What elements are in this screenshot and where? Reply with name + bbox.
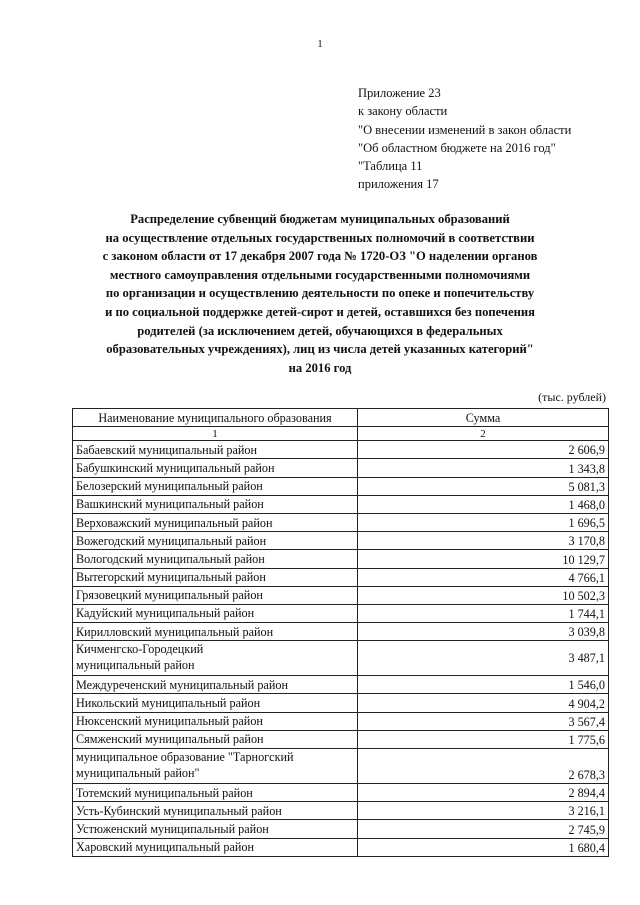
subsidy-amount: 1 680,4 — [358, 838, 609, 856]
subsidy-amount: 4 904,2 — [358, 694, 609, 712]
table-header-row — [73, 409, 609, 427]
subsidy-amount: 3 039,8 — [358, 623, 609, 641]
table-row — [73, 802, 609, 820]
table-row — [73, 532, 609, 550]
municipality-name — [73, 802, 358, 820]
municipality-name-line: Вашкинский муниципальный район — [76, 497, 264, 512]
municipality-name-line: Кичменгско-Городецкий — [76, 642, 204, 657]
subsidy-amount: 1 696,5 — [358, 513, 609, 531]
table-row — [73, 495, 609, 513]
table-row — [73, 604, 609, 622]
title-line: родителей (за исключением детей, обучающихся в федеральных — [137, 323, 503, 338]
municipality-name-line: Бабаевский муниципальный район — [76, 442, 258, 457]
municipality-name-line: муниципальный район — [76, 658, 195, 673]
table-row — [73, 641, 609, 676]
subsidy-amount: 3 567,4 — [358, 712, 609, 730]
table-row — [73, 676, 609, 694]
subsidy-amount: 2 606,9 — [358, 441, 609, 459]
municipality-name — [73, 586, 358, 604]
title-line: на 2016 год — [288, 360, 352, 375]
municipality-name-line: Белозерский муниципальный район — [76, 479, 263, 494]
municipality-name — [73, 477, 358, 495]
municipality-name — [73, 495, 358, 513]
municipality-name — [73, 532, 358, 550]
municipality-name — [73, 459, 358, 477]
column-number: 2 — [358, 427, 609, 441]
title-line: и по социальной поддержке детей-сирот и детей, оставшихся без попечения — [105, 304, 535, 319]
municipality-name-line: Вытегорский муниципальный район — [76, 570, 266, 585]
municipality-name-line: Кадуйский муниципальный район — [76, 606, 255, 621]
municipality-name-line: Харовский муниципальный район — [76, 840, 254, 855]
municipality-name-line: Нюксенский муниципальный район — [76, 714, 263, 729]
municipality-name-line: муниципальный район" — [76, 766, 200, 780]
subsidy-amount: 1 343,8 — [358, 459, 609, 477]
subsidy-amount: 10 502,3 — [358, 586, 609, 604]
subsidy-amount: 3 216,1 — [358, 802, 609, 820]
subsidy-amount: 3 487,1 — [358, 641, 609, 676]
appendix-note — [358, 84, 571, 194]
municipality-name — [73, 730, 358, 748]
municipality-name-line: Междуреченский муниципальный район — [76, 677, 288, 692]
subsidy-amount: 2 745,9 — [358, 820, 609, 838]
municipality-name — [73, 784, 358, 802]
municipality-name-line: Устюженский муниципальный район — [76, 821, 269, 836]
municipality-name-line: Бабушкинский муниципальный район — [76, 460, 275, 475]
appendix-line: приложения 17 — [358, 177, 439, 192]
table-row — [73, 820, 609, 838]
table-row — [73, 838, 609, 856]
municipality-name — [73, 820, 358, 838]
subsidy-amount: 1 744,1 — [358, 604, 609, 622]
title-line: Распределение субвенций бюджетам муниципальных образований — [130, 212, 510, 226]
title-line: по организации и осуществлению деятельности по опеке и попечительству — [105, 286, 535, 301]
table-row — [73, 459, 609, 477]
subsidy-amount: 4 766,1 — [358, 568, 609, 586]
municipality-name — [73, 676, 358, 694]
table-row — [73, 441, 609, 459]
municipality-name — [73, 623, 358, 641]
column-number-row — [73, 427, 609, 441]
page-number: 1 — [317, 38, 323, 50]
municipality-name — [73, 513, 358, 531]
units-label: (тыс. рублей) — [538, 390, 606, 404]
municipality-name — [73, 749, 358, 784]
table-row — [73, 730, 609, 748]
subsidy-amount: 3 170,8 — [358, 532, 609, 550]
municipality-name-line: Грязовецкий муниципальный район — [76, 588, 263, 603]
municipality-name — [73, 838, 358, 856]
title-line: образовательных учреждениях), лиц из числа детей указанных категорий" — [106, 342, 534, 357]
header-sum: Сумма — [358, 409, 609, 427]
header-name: Наименование муниципального образования — [73, 409, 358, 427]
subsidy-amount: 1 775,6 — [358, 730, 609, 748]
document-title — [60, 210, 580, 377]
appendix-line: к закону области — [358, 104, 448, 119]
municipality-name — [73, 712, 358, 730]
subsidy-amount: 2 678,3 — [358, 749, 609, 784]
subsidy-amount: 1 546,0 — [358, 676, 609, 694]
municipality-name — [73, 441, 358, 459]
appendix-line: "О внесении изменений в закон области — [358, 122, 572, 137]
subsidy-table — [72, 408, 609, 857]
municipality-name-line: муниципальное образование "Тарногский — [76, 750, 294, 764]
municipality-name-line: Кирилловский муниципальный район — [76, 624, 274, 639]
municipality-name-line: Усть-Кубинский муниципальный район — [76, 803, 282, 818]
municipality-name-line: Тотемский муниципальный район — [76, 785, 253, 800]
title-line: с законом области от 17 декабря 2007 года № 1720-ОЗ "О наделении органов — [102, 249, 538, 264]
table-row — [73, 586, 609, 604]
subsidy-amount: 1 468,0 — [358, 495, 609, 513]
column-number: 1 — [73, 427, 358, 441]
municipality-name-line: Сямженский муниципальный район — [76, 732, 264, 747]
municipality-name-line: Никольский муниципальный район — [76, 696, 261, 711]
table-row — [73, 513, 609, 531]
municipality-name-line: Вологодский муниципальный район — [76, 551, 265, 566]
table-row — [73, 712, 609, 730]
table-row — [73, 550, 609, 568]
table-row — [73, 568, 609, 586]
table-row — [73, 784, 609, 802]
title-line: на осуществление отдельных государственных полномочий в соответствии — [105, 230, 535, 245]
table-row — [73, 749, 609, 784]
title-line: местного самоуправления отдельными государственными полномочиями — [109, 267, 531, 282]
appendix-line: "Таблица 11 — [358, 159, 423, 174]
municipality-name — [73, 604, 358, 622]
municipality-name — [73, 550, 358, 568]
subsidy-amount: 2 894,4 — [358, 784, 609, 802]
municipality-name — [73, 641, 358, 676]
appendix-line: "Об областном бюджете на 2016 год" — [358, 140, 556, 155]
table-row — [73, 623, 609, 641]
municipality-name-line: Верховажский муниципальный район — [76, 515, 273, 530]
subsidy-amount: 10 129,7 — [358, 550, 609, 568]
appendix-line: Приложение 23 — [358, 86, 441, 100]
table-row — [73, 477, 609, 495]
subsidy-amount: 5 081,3 — [358, 477, 609, 495]
table-row — [73, 694, 609, 712]
municipality-name-line: Вожегодский муниципальный район — [76, 533, 267, 548]
municipality-name — [73, 694, 358, 712]
municipality-name — [73, 568, 358, 586]
